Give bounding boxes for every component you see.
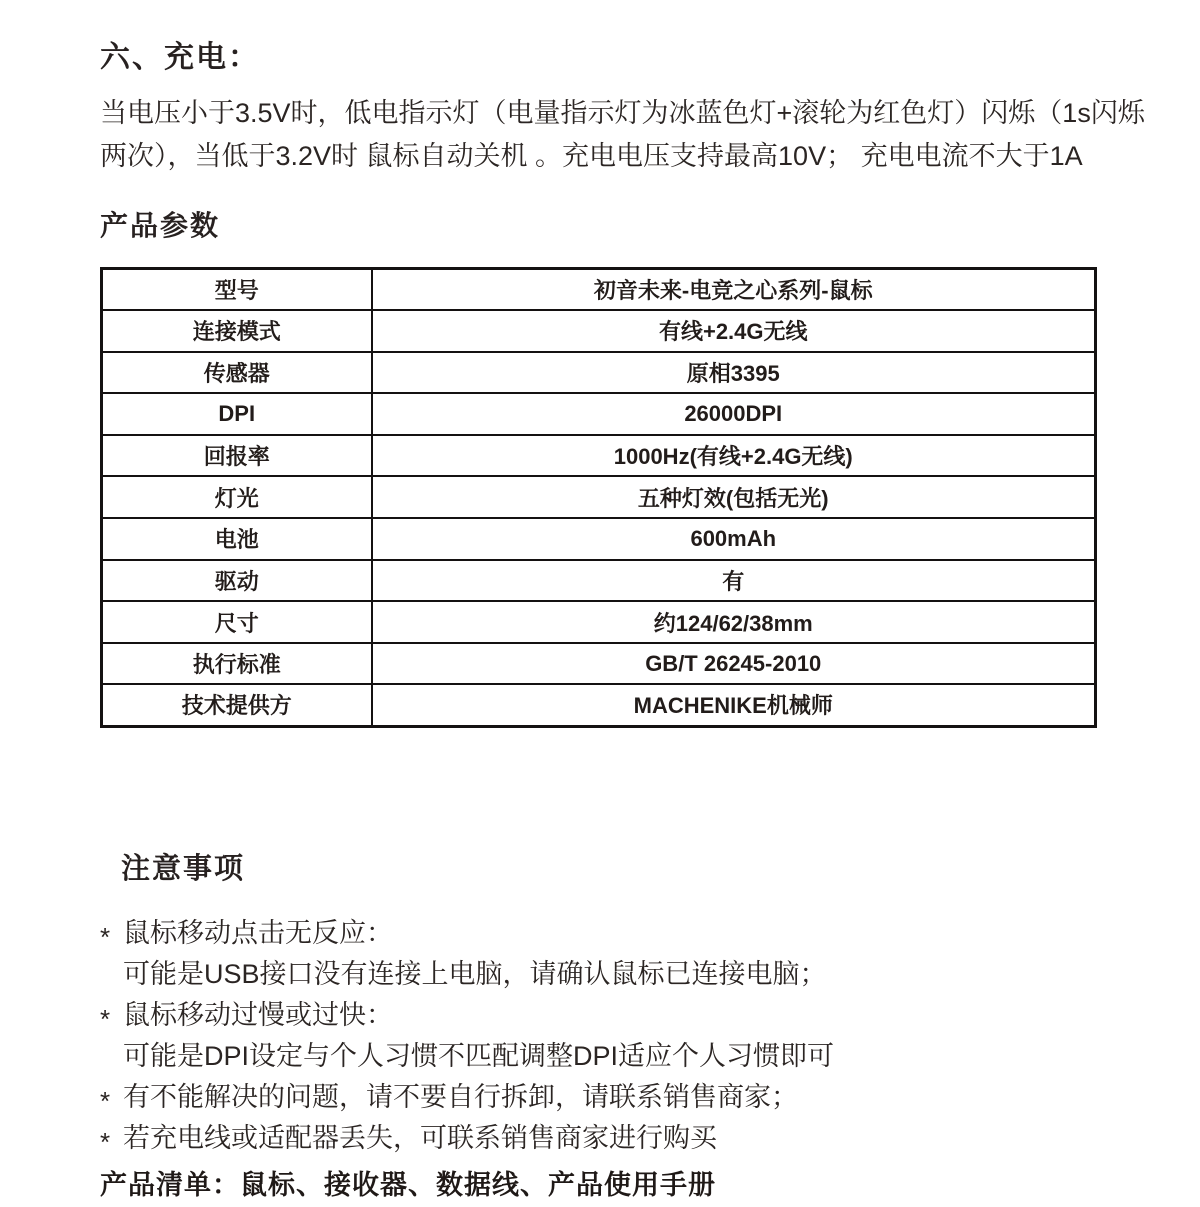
spec-value-size: 约124/62/38mm <box>372 601 1096 643</box>
spec-label-model: 型号 <box>102 269 372 311</box>
charging-section-heading: 六、充电： <box>100 41 260 74</box>
spec-value-driver: 有 <box>372 560 1096 602</box>
note-text: 可能是DPI设定与个人习惯不匹配调整DPI适应个人习惯即可 <box>123 1040 835 1071</box>
table-row <box>102 310 1096 352</box>
spec-value-lighting: 五种灯效(包括无光) <box>372 476 1096 518</box>
spec-label-lighting: 灯光 <box>102 476 372 518</box>
list-item <box>100 1077 1110 1118</box>
spec-value-battery: 600mAh <box>372 518 1096 560</box>
spec-label-tech-provider: 技术提供方 <box>102 684 372 726</box>
spec-label-dpi: DPI <box>102 393 372 435</box>
spec-label-polling-rate: 回报率 <box>102 435 372 477</box>
spec-label-standard: 执行标准 <box>102 643 372 685</box>
table-row <box>102 601 1096 643</box>
table-row <box>102 352 1096 394</box>
spec-label-sensor: 传感器 <box>102 352 372 394</box>
list-item <box>100 1036 1110 1077</box>
note-text: 可能是USB接口没有连接上电脑，请确认鼠标已连接电脑； <box>123 958 827 989</box>
spec-label-connection: 连接模式 <box>102 310 372 352</box>
specs-section-heading: 产品参数 <box>100 210 221 241</box>
spec-value-dpi: 26000DPI <box>372 393 1096 435</box>
spec-value-standard: GB/T 26245-2010 <box>372 643 1096 685</box>
notes-list <box>100 913 1110 1159</box>
note-text: 有不能解决的问题，请不要自行拆卸，请联系销售商家； <box>123 1081 798 1112</box>
specs-table <box>100 267 1097 728</box>
spec-value-sensor: 原相3395 <box>372 352 1096 394</box>
spec-label-size: 尺寸 <box>102 601 372 643</box>
table-row <box>102 476 1096 518</box>
list-item <box>100 954 1110 995</box>
list-item <box>100 913 1110 954</box>
table-row <box>102 560 1096 602</box>
spec-value-connection: 有线+2.4G无线 <box>372 310 1096 352</box>
product-list-line: 产品清单：鼠标、接收器、数据线、产品使用手册 <box>100 1169 716 1200</box>
asterisk-bullet-icon: * <box>100 1085 111 1116</box>
note-text: 若充电线或适配器丢失，可联系销售商家进行购买 <box>123 1122 717 1153</box>
note-text: 鼠标移动过慢或过快： <box>123 999 393 1030</box>
charging-body-line-1: 当电压小于3.5V时，低电指示灯（电量指示灯为冰蓝色灯+滚轮为红色灯）闪烁（1s闪烁 <box>100 98 1145 128</box>
charging-body-paragraph <box>100 92 1145 178</box>
table-row <box>102 393 1096 435</box>
spec-label-battery: 电池 <box>102 518 372 560</box>
list-item <box>100 1118 1110 1159</box>
asterisk-bullet-icon: * <box>100 1126 111 1157</box>
notes-section-heading: 注意事项 <box>121 852 246 885</box>
list-item <box>100 995 1110 1036</box>
table-row <box>102 269 1096 311</box>
asterisk-bullet-icon: * <box>100 1003 111 1034</box>
asterisk-bullet-icon: * <box>100 921 111 952</box>
note-text: 鼠标移动点击无反应： <box>123 917 393 948</box>
spec-value-model: 初音未来-电竞之心系列-鼠标 <box>372 269 1096 311</box>
spec-value-tech-provider: MACHENIKE机械师 <box>372 684 1096 726</box>
spec-value-polling-rate: 1000Hz(有线+2.4G无线) <box>372 435 1096 477</box>
spec-label-driver: 驱动 <box>102 560 372 602</box>
table-row <box>102 435 1096 477</box>
table-row <box>102 518 1096 560</box>
charging-body-line-2: 两次），当低于3.2V时 鼠标自动关机 。充电电压支持最高10V； 充电电流不大于1A <box>100 141 1083 171</box>
table-row <box>102 643 1096 685</box>
table-row <box>102 684 1096 726</box>
